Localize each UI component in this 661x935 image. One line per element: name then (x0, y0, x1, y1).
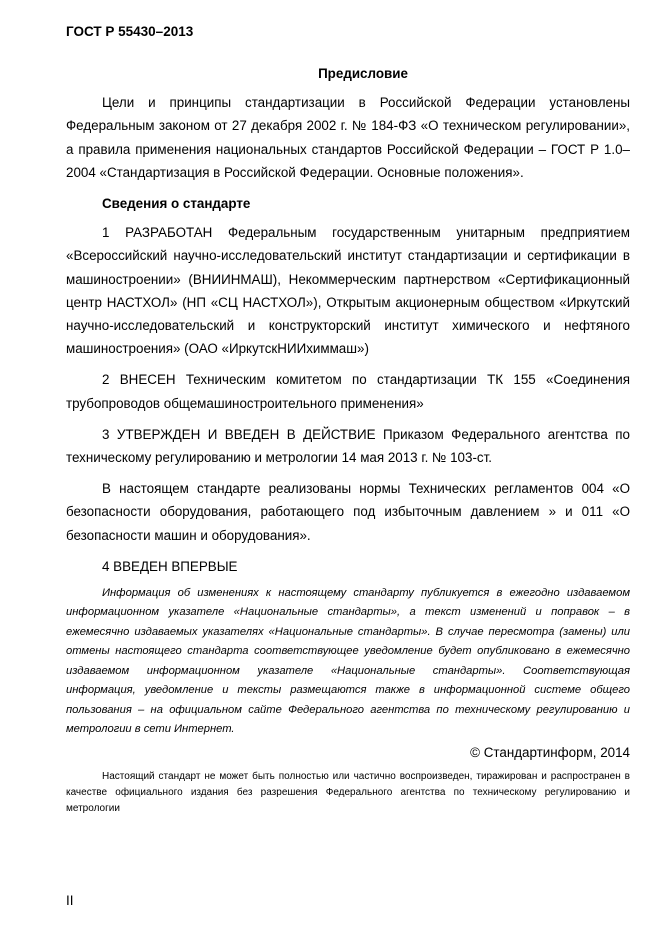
standard-info-heading: Сведения о стандарте (102, 196, 251, 212)
item-approved: 3 УТВЕРЖДЕН И ВВЕДЕН В ДЕЙСТВИЕ Приказом Федерального агентства по техническому регулированию и метрологии 14 мая 2013 г. № 103-ст. (66, 426, 630, 466)
item-developed: 1 РАЗРАБОТАН Федеральным государственным унитарным предприятием «Всероссийский научно-исследовательский институт стандартизации и сертификации в машиностроении» (ВНИИНМАШ), Некоммерческим партнерством «Сертификационный центр НАСТХОЛ» (НП «СЦ НАСТХОЛ»), Открытым акционерным обществом «Иркутский научно-исследовательский и конструкторский институт химического и нефтяного машиностроения» (ОАО «ИркутскНИИхиммаш») (66, 225, 630, 357)
copyright-line: © Стандартинформ, 2014 (470, 745, 630, 761)
foreword-content (66, 62, 630, 817)
regulations-paragraph: В настоящем стандарте реализованы нормы Технических регламентов 004 «О безопасности оборудования, работающего под избыточным давлением » и 011 «О безопасности машин и оборудования». (66, 481, 630, 543)
page-number: II (66, 893, 74, 908)
reproduction-notice: Настоящий стандарт не может быть полностью или частично воспроизведен, тиражирован и распространен в качестве официального издания без разрешения Федерального агентства по техническому регулированию и метрологии (66, 771, 630, 814)
item-submitted: 2 ВНЕСЕН Техническим комитетом по стандартизации ТК 155 «Соединения трубопроводов общемашиностроительного применения» (66, 372, 630, 411)
foreword-title: Предисловие (318, 66, 408, 81)
changes-info-paragraph: Информация об изменениях к настоящему стандарту публикуется в ежегодно издаваемом информационном указателе «Национальные стандарты», а текст изменений и поправок – в ежемесячно издаваемых указателях «Национальные стандарты». В случае пересмотра (замены) или отмены настоящего стандарта соответствующее уведомление будет опубликовано в ежемесячно издаваемом информационном указателе «Национальные стандарты». Соответствующая информация, уведомление и тексты размещаются также в информационной системе общего пользования – на официальном сайте Федерального агентства по техническому регулированию и метрологии в сети Интернет. (66, 587, 630, 735)
intro-paragraph: Цели и принципы стандартизации в Российской Федерации установлены Федеральным законом от 27 декабря 2002 г. № 184-ФЗ «О техническом регулировании», а правила применения национальных стандартов Российской Федерации – ГОСТ Р 1.0–2004 «Стандартизация в Российской Федерации. Основные положения». (66, 95, 630, 180)
item-first-introduced: 4 ВВЕДЕН ВПЕРВЫЕ (102, 558, 238, 574)
standard-code-header: ГОСТ Р 55430–2013 (66, 24, 194, 39)
